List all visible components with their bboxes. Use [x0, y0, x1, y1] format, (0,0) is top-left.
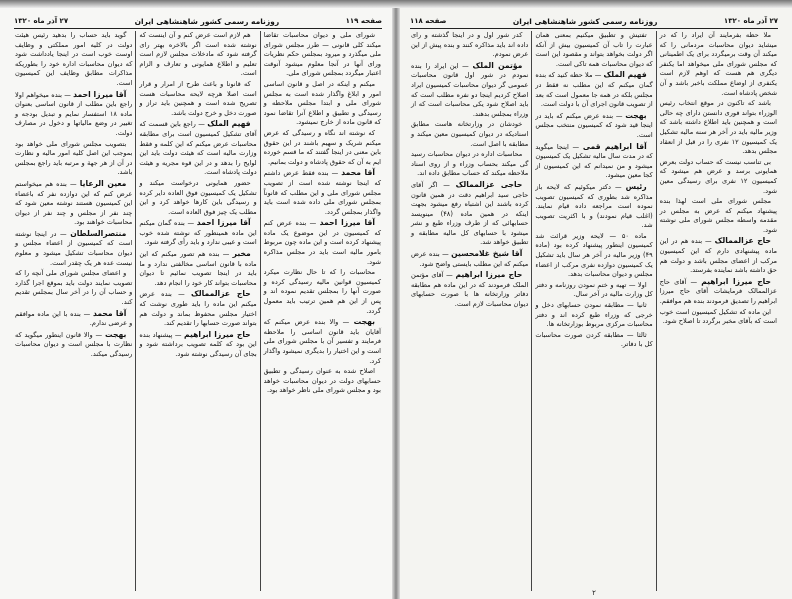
- paragraph: [139, 289, 256, 328]
- right-page: [396, 0, 792, 599]
- paragraph-text: حضور همایونی درخواست میکند و تشکیل یک کمیسیون فوق العاده دایر کرده و رسیدگی باین کارها خواهد کرد و این مطلب یک چیز فوق العاده است.: [139, 178, 257, 216]
- speaker-name: آقا محمد: [341, 168, 375, 178]
- paragraph: [139, 119, 256, 178]
- paragraph: [411, 249, 528, 269]
- speaker-name: بهجت: [353, 317, 375, 327]
- paragraph: [660, 99, 777, 157]
- paragraph: [535, 232, 652, 280]
- paragraph-text: — آقای مؤتمن الملک فرمودند که در این ماده هم مطابقه دفاتر وزارتخانه ها با صورت حسابهای دیوان محاسبات لازم است.: [411, 271, 529, 309]
- paragraph-text: — ملا حظه کنید که بنده گمان میکنم که این مطلب نه فقط در مجلس بلکه در همه جا معمول است که بعد از تصویب قانون اجرای آن با دولت است.: [535, 71, 653, 109]
- paragraph-text: — این ایراد را بنده نمودم در شور اول قانون محاسبات عمومی گر دیوان محاسبات کمیسیون ایراد اصلاح کردیم اینجا دو نفره مطلب است که باید اصلاح شود یکی محاسبات است که از وزراء بمجلس بدهند.: [411, 61, 529, 118]
- speaker-name: حاج میرزا ابراهیم: [455, 270, 523, 280]
- paragraph: [411, 270, 528, 309]
- paragraph-text: اولا — تهیه و ختم نمودن روزنامه و دفتر کل وزارت مالیه در آخر سال.: [535, 280, 653, 299]
- speaker-name: آقا ابراهیم قمی: [582, 141, 647, 151]
- paragraph: [15, 309, 132, 329]
- paragraph-text: — اینجا میگوید که در مدت سال مالیه تشکیل یک کمیسیون میشود و من نمیدانم که این کمیسیون از کجا معین میشود.: [535, 142, 653, 180]
- paragraph: [660, 197, 777, 235]
- paragraph-text: این ماده که تشکیل کمیسیون است خوب است که بآقای مخبر برگردد تا اصلاح شود.: [659, 307, 777, 326]
- speaker-name: مؤتمن الملک: [472, 60, 523, 70]
- paragraph: [15, 31, 132, 89]
- paragraph-text: — والا بنده عرض میکنم که آقایان باید قانون اساسی را ملاحظه فرمایند و تفسیر آن با مجلس شورای ملی است و این اختیار را بدیگری نمیشود واگذار کرد.: [263, 318, 381, 365]
- paragraph: [660, 308, 777, 327]
- paragraph: [139, 31, 256, 79]
- paragraph-text: — دکتر میکوئیم که لایحه باز مذاکره شد بطوری که کمیسیون تصویب نموده است مراجعه داده قیام نمایند. (اغلب قیام نمودند) و با اکثریت تصویب شد.: [535, 182, 653, 230]
- column: [136, 31, 260, 591]
- paragraph: [411, 150, 528, 179]
- paragraph-text: محاسبات اداره در دیوان محاسبات رسید گی میکند بحساب وزراء و از روی اسناد ملاحظه میکند که حساب مطابق داده اند.: [411, 150, 529, 178]
- paragraph-text: بتصویب مجلس شورای ملی خواهد بود بموجب این اصل کلیه امور مالیه و نظارت در آن از هر جهة و مرتبه باید راجع بمجلس باشد.: [15, 139, 133, 177]
- paragraph-text: میکنم و اینکه در اصل و قانون اساسی امور و ابلاغ واگذار شده است به مجلس شورای ملی و ابتدا مجلس ملاحظه و رسیدگی و تطبیق و اطلاع آنرا تقاضا نمود که قانون ماده از خارج نمیشود.: [263, 79, 381, 127]
- paragraph: [264, 317, 381, 366]
- text-columns: [408, 31, 780, 591]
- paragraph: [15, 330, 132, 360]
- column: [532, 31, 656, 591]
- paragraph-text: — بنده عرض میکنم این ماده را باید طوری نوشت که اختیار مجلس محفوظ بماند و دولت هم بتواند صورت حسابها را تقدیم کند.: [139, 290, 257, 328]
- issue-date: ۲۷ آذر ماه ۱۳۲۰: [723, 17, 778, 25]
- paragraph-text: محاسبات را که تا حال نظارت میکرد کمیسیون قوانین مالیه رسیدگی کرده و صورت آنها را بمجلس تقدیم نموده اند و پس از این هم همین ترتیب باید معمول گردد.: [263, 268, 381, 315]
- speaker-name: رئیس: [625, 181, 647, 191]
- paragraph-text: ملا حظه بفرمایند آن ایراد را که در میشاید دیوان محاسبات مردمانی را که میکند آن وقت برمیگردد برای یک اطمینانی که مجلس شورای ملی میخواهد اما یکنفر دیگری هم هست که اوهم لازم است یکنفری از اوضاع مملکت باخبر باشد و آن شخص پادشاه است.: [659, 31, 777, 97]
- paragraph: [15, 179, 132, 228]
- paragraph: [660, 31, 777, 98]
- paragraph-text: — بنده فقط عرض داشتم که اینجا نوشته شده است از تصویب مجلس شورای ملی و این مطلب که قانوناً بمجلس شورای ملی داده شده است باید واگذار بمجلس گردد.: [263, 169, 381, 216]
- paragraph: [411, 180, 528, 248]
- column: [12, 31, 136, 591]
- speaker-name: حاجی عزالممالک: [455, 179, 523, 189]
- paragraph: [535, 70, 652, 109]
- paragraph-text: — بنده عرض کنم که کمیسیون در این موضوع یک ماده پیشنهاد کرده است و این ماده چون مربوط بامور مالیه است باید در مجلس مذاکره شود.: [263, 219, 381, 266]
- paragraph-text: — بنده گمان میکنم این ماده همینطور که نوشته شده خوب است و عیبی ندارد و باید رأی گرفته شود.: [139, 219, 257, 247]
- paragraph: [264, 268, 381, 316]
- paragraph: [535, 331, 652, 350]
- paragraph: [411, 31, 528, 60]
- paragraph: [15, 90, 132, 139]
- paragraph-text: — والا قانون اینطور میگوید که نظارت با مجلس است و دیوان محاسبات رسیدگی میکند.: [15, 330, 133, 358]
- paragraph-text: بی تناسب نیست که حساب دولت بعرض همایونی برسد و عرض هم میشود که کمیسیون ۱۲ نفری برای رسیدگی معین شود.: [659, 157, 777, 195]
- speaker-name: بهجت: [625, 110, 647, 120]
- paragraph: [411, 120, 528, 149]
- speaker-name: آقا محمد: [92, 308, 127, 318]
- paragraph-text: و اعضای مجلس شورای ملی آنچه را که تصویب نمایند دولت باید بموقع اجرا گذارد و حساب آن را در آخر سال بمجلس تقدیم کند.: [15, 269, 133, 307]
- paragraph: [264, 31, 381, 79]
- speaker-name: آقا میرزا احمد: [196, 218, 251, 228]
- paragraph-text: — بنده هم میخواستم عرض کنم که این دوازده نفر که باعضاء این کمیسیون هستند نوشته معین شود که چند نفر از مجلس و چند نفر از دیوان محاسبات خواهند بود.: [15, 179, 133, 227]
- paragraph-text: — بنده هم تصور میکنم که این ماده با قانون اساسی مخالفتی ندارد و ما باید در اینجا تصویب نمائیم تا دیوان محاسبات بتواند کار خود را انجام دهد.: [139, 250, 257, 287]
- paragraph-text: خودشان در وزارتخانه هاست مطابق اسنادیکه در دیوان کمیسیون معین میکند و مطابقه با اصل است.: [411, 120, 529, 148]
- paragraph: [139, 80, 256, 118]
- speaker-name: حاج عزالممالک: [714, 236, 771, 246]
- paragraph-text: — اگر آقای حاجی سید ابراهیم دقت در همین قانون کرده باشند این اشتباه رفع میشود بجهت اینکه در همین ماده (۴۸) مینویسد حسابهائی که از طرف وزراء طبع و نشر میشود با حسابهای کل مالیه مطابقه و تطبیق خواهد شد.: [411, 180, 529, 247]
- paragraph-text: — بنده هم در این ماده پیشنهادی دارم که این کمیسیون مرکب از اعضای مجلس باشد و دولت هم حق داشته باشد نماینده بفرستد.: [659, 237, 777, 275]
- paragraph: [535, 182, 652, 231]
- speaker-name: منتصرالسلطان: [70, 228, 127, 238]
- paragraph: [535, 281, 652, 300]
- paragraph: [264, 218, 381, 267]
- paragraph-text: — بنده عرض میکنم که این مطلب بایستی واضح شود.: [411, 250, 529, 268]
- paragraph: [139, 249, 256, 288]
- speaker-name: حاج میرزا ابراهیم: [701, 276, 772, 286]
- speaker-name: آقا میرزا احمد: [319, 218, 375, 228]
- paragraph: [139, 330, 256, 360]
- speaker-name: حاج عزالممالک: [191, 289, 251, 299]
- newspaper-title: روزنامه رسمی کشور شاهنشاهی ایران: [134, 16, 280, 26]
- speaker-name: حاج میرزا ابراهیم: [184, 329, 251, 339]
- column: [657, 31, 780, 591]
- paragraph-text: که قانونا و باعث طرح از امرار و قرار است اصلا هرچه لایحه محاسبات هست تصریح شده است و همچنین باید تراز و صورت دخل و خرج دولت باشد.: [139, 79, 257, 117]
- speaker-name: آقا میرزا احمد: [73, 89, 127, 99]
- paragraph-text: — پیشنهاد بنده این بود که کلمه تصویب برداشته شود و بجای آن رسیدگی نوشته شود.: [139, 330, 257, 358]
- paragraph-text: — بنده میخواهم اولا راجع باین مطلب از قانون اساسی بعنوان ماده ۱۸ استفسار نمایم و تبدیل بودجه و تغییر در وضع مالیاتها و دخول در مصارف دولت.: [15, 90, 133, 137]
- page-header: [14, 14, 382, 29]
- paragraph: [264, 367, 381, 396]
- paragraph: [535, 142, 652, 181]
- paragraph: [264, 80, 381, 128]
- paragraph: [660, 236, 777, 275]
- paragraph-text: — در اینجا نوشته است که کمیسیون از اعضاء مجلس و دیوان محاسبات تشکیل میشود و معلوم نیست عده هر یک چقدر است.: [15, 229, 133, 267]
- paragraph: [15, 269, 132, 307]
- paragraph: [139, 218, 256, 248]
- paragraph: [535, 111, 652, 141]
- page-header: [410, 14, 778, 29]
- scan-edge: [0, 0, 792, 8]
- speaker-name: فهیم الملک: [207, 119, 251, 129]
- paragraph: [264, 168, 381, 217]
- speaker-name: فهیم الملک: [603, 70, 647, 80]
- paragraph-text: تفتیش و تطبیق میکنیم بمعنی همان عبارت را تاب آن کمیسیون بیش از آنکه اگر دولت بخواهد بتواند و مقصود این است که دیوان محاسبات همه تاکی است.: [535, 31, 653, 68]
- paragraph-text: — بنده عرض میکنم که باید در اینجا قید شود که کمیسیون منتخب مجلس است.: [535, 111, 653, 139]
- paragraph-text: هم لازم است عرض کنم و آن اینست که نوشته شده است اگر بالاخره بهتر رای گرفته شود که مادخلات مجلس لازم است تعلیم و اطلاع همایونی و تعارف و الزام است.: [139, 31, 257, 78]
- speaker-name: آقا شیخ غلامحسین: [451, 249, 523, 259]
- paragraph-text: مجلس شورای ملی است لهذا بنده پیشنهاد میکنم که عرض به مجلس در مقدمه واسطه مجلس شورای ملی نوشته شود.: [659, 197, 777, 234]
- paragraph: [660, 277, 777, 307]
- paragraph-text: ماده ۵۰ — لایحه وزیر قرائت شد کمیسیون اینطور پیشنهاد کرده بود (ماده ۴۹) وزیر مالیه در آخر هر سال باید تشکیل یک کمیسیون دوازده نفری مرکب از اعضاء مجلس و دیوان محاسبات بدهد.: [535, 231, 653, 279]
- paragraph-text: — آقای حاج عزالممالک فرمایشات آقای حاج میرزا ابراهیم را تصدیق فرمودند بنده هم موافقم.: [659, 277, 777, 306]
- page-number: صفحه ۱۱۹: [345, 17, 382, 25]
- paragraph-text: — بنده با این ماده موافقم و عرضی ندارم.: [15, 309, 133, 328]
- paragraph-text: ثانیا — مطابقه نمودن حسابهای دخل و خرجی که وزراء طبع کرده اند و دفتر محاسبات مرکزی مربوط بوزارتخانه ها.: [535, 301, 653, 329]
- paragraph: [264, 129, 381, 167]
- paragraph-text: — راجع باین قسمت که آقای تشکیل کمیسیون است برای مطابقه محاسبات عرض میکنم که این کلمه و فقط وزارت مالیه است که هیئت دولت باید این لوایح را بدهد و در این قوه مجریه و هیئت دولت پادشاه است.: [139, 120, 257, 177]
- paragraph: [15, 229, 132, 268]
- column: [408, 31, 532, 591]
- text-columns: [12, 31, 384, 591]
- paragraph: [660, 158, 777, 196]
- paragraph-text: کدر شور اول و در اینجا گذشته و رای داده اند باید مذاکره کنند و بنده پیش از این عرض نمودم.: [411, 31, 529, 59]
- paragraph-text: باشد که تاکنون در موقع انتخاب رئیس الوزراء بتواند فوری دانستن دارای چه حالی است و همچنین باید اطلاع داشته باشد که وزیر مالیه باید در آخر هر سنه مالیه تشکیل یک کمیسیون ۱۲ نفری را در قبل از انعقاد مجلس بدهد.: [659, 99, 777, 156]
- speaker-name: بهجت: [104, 329, 127, 339]
- book-binding: [392, 0, 400, 599]
- paragraph-text: که نوشته اند نگاه و رسیدگی که عرض میکنم شریک و سهیم باشند در این حقوق باین معنی در اینجا گفتند که ما قسم خورده ایم به آن که حقوق پادشاه و دولت بمانیم.: [263, 128, 381, 166]
- paragraph-text: اصلاح شده به عنوان رسیدگی و تطبیق حسابهای دولت در دیوان محاسبات خواهد بود و مجلس شورای ملی ناظر خواهد بود.: [263, 367, 381, 395]
- paragraph-text: ثالثا — مطابقه کردن صورت محاسبات کل با دفاتر.: [535, 330, 653, 349]
- newspaper-title: روزنامه رسمی کشور شاهنشاهی ایران: [512, 16, 658, 26]
- issue-date: ۲۷ آذر ماه ۱۳۲۰: [14, 17, 69, 25]
- paragraph: [411, 61, 528, 120]
- paragraph: [535, 31, 652, 69]
- speaker-name: مخبر: [232, 249, 251, 259]
- paragraph-text: گوید باید حساب را بدهید رئیس هیئت دولت در کلیه امور مملکتی و وظایف اوست خوب است در اینجا یادداشت شود که دیوان محاسبات اداره خود را بطوریکه مذاکرات مطابق وظایف این کمیسیون است.: [15, 31, 133, 87]
- paragraph-text: شورای ملی و دیوان محاسبات تقاضا میکند کلی قانونی — طرز مجلس شورای ملی میگذرد و میرود بمجلس حکم نظریات ورای آنها در آنجا معلوم میشود آنوقت اعتبار میگردد بمجلس شورای ملی.: [263, 31, 381, 78]
- paragraph: [535, 301, 652, 330]
- column: [261, 31, 384, 591]
- speaker-name: معین الرعایا: [79, 178, 127, 188]
- paragraph: [139, 179, 256, 217]
- page-number: صفحه ۱۱۸: [410, 17, 447, 25]
- footer-mark: ۲: [592, 589, 596, 597]
- paragraph: [15, 140, 132, 178]
